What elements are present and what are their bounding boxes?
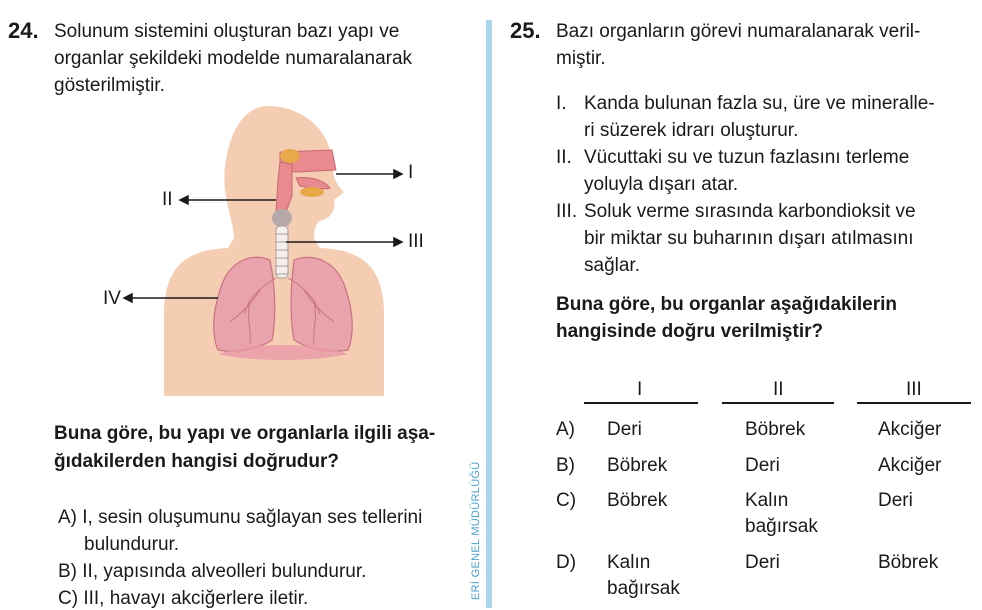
label-iii: III — [408, 231, 424, 252]
q25-question-line-1: Buna göre, bu organlar aşağıdakilerin — [556, 294, 898, 315]
q25-item-i-num: I. — [556, 93, 567, 114]
q24-question-line-1: Buna göre, bu yapı ve organlarla ilgili aşa- — [54, 423, 436, 444]
cell-iii: Akciğer — [878, 455, 942, 476]
q24-option-a-line-1: A) I, sesin oluşumunu sağlayan ses tellerini — [58, 507, 423, 528]
q25-item-iii-line-3: sağlar. — [584, 255, 640, 276]
q25-item-iii-num: III. — [556, 201, 578, 222]
q25-item-i-line-2: ri süzerek idrarı oluşturur. — [584, 120, 799, 141]
q25-stem-line-1: Bazı organların görevi numaralanarak veril- — [556, 21, 921, 42]
q24-question-line-2: ğıdakilerden hangisi doğrudur? — [54, 451, 340, 472]
cell-i: Kalın bağırsak — [607, 552, 680, 599]
cell-ii: Kalın bağırsak — [745, 490, 818, 537]
larynx — [272, 209, 292, 227]
cell-ii: Deri — [745, 455, 780, 476]
option-label: A) — [556, 419, 575, 440]
table-header-i: I — [637, 379, 643, 400]
q24-option-a-line-2: bulundurur. — [84, 534, 180, 555]
cell-iii: Deri — [878, 490, 913, 511]
table-header-ii: II — [773, 379, 784, 400]
label-i: I — [408, 162, 414, 183]
q25-question-line-2: hangisinde doğru verilmiştir? — [556, 321, 824, 342]
cell-iii: Akciğer — [878, 419, 942, 440]
q24-stem-line-3: gösterilmiştir. — [54, 75, 165, 96]
q25-stem-line-2: miştir. — [556, 48, 606, 69]
table-header-iii: III — [906, 379, 922, 400]
q25-item-iii-line-2: bir miktar su buharının dışarı atılmasını — [584, 228, 914, 249]
q24-stem-line-2: organlar şekildeki modelde numaralanarak — [54, 48, 413, 69]
label-ii: II — [162, 189, 173, 210]
option-label: B) — [556, 455, 575, 476]
q25-item-iii-line-1: Soluk verme sırasında karbondioksit ve — [584, 201, 916, 222]
cell-ii: Deri — [745, 552, 780, 573]
q25-item-ii-num: II. — [556, 147, 572, 168]
respiratory-system-figure — [100, 100, 440, 400]
option-label: D) — [556, 552, 577, 573]
option-label: C) — [556, 490, 577, 511]
header-rule-i — [584, 402, 698, 404]
cell-i: Böbrek — [607, 490, 668, 511]
header-rule-iii — [857, 402, 971, 404]
q24-option-c[interactable]: C) III, havayı akciğerlere iletir. — [58, 588, 309, 609]
cell-i: Böbrek — [607, 455, 668, 476]
tongue — [300, 187, 324, 197]
q25-item-ii-line-2: yoluyla dışarı atar. — [584, 174, 739, 195]
q24-number: 24. — [8, 18, 39, 43]
watermark: ERİ GENEL MÜDÜRLÜĞÜ — [470, 461, 482, 600]
q24-stem-line-1: Solunum sistemini oluşturan bazı yapı ve — [54, 21, 400, 42]
header-rule-ii — [722, 402, 834, 404]
q25-item-i-line-1: Kanda bulunan fazla su, üre ve mineralle- — [584, 93, 935, 114]
cell-i: Deri — [607, 419, 642, 440]
q25-number: 25. — [510, 18, 541, 43]
column-separator — [486, 20, 492, 608]
label-iv: IV — [103, 288, 121, 309]
q25-item-ii-line-1: Vücuttaki su ve tuzun fazlasını terleme — [584, 147, 910, 168]
sinus — [280, 149, 300, 163]
cell-ii: Böbrek — [745, 419, 806, 440]
q24-option-b[interactable]: B) II, yapısında alveolleri bulundurur. — [58, 561, 367, 582]
cell-iii: Böbrek — [878, 552, 939, 573]
